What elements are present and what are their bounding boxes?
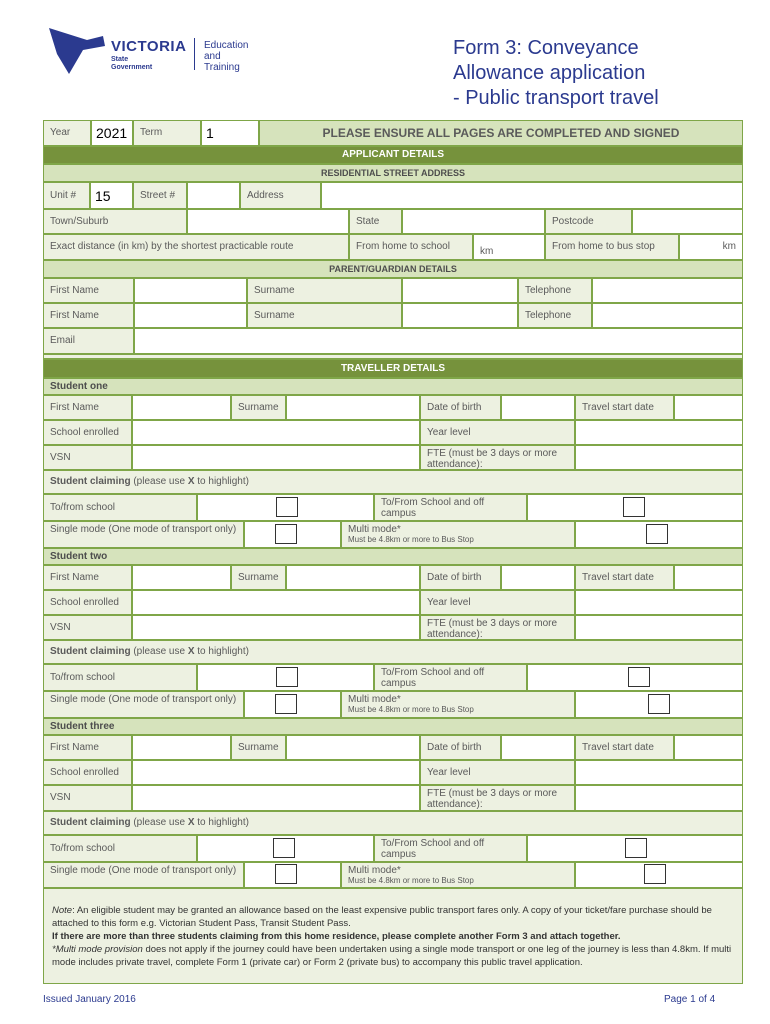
- student3-surname-label: Surname: [231, 735, 286, 760]
- student2-multi-mode-label: Multi mode* Must be 4.8km or more to Bus Stop: [341, 691, 575, 718]
- student-three-header: Student three: [43, 718, 743, 735]
- victoria-logo: [47, 26, 249, 76]
- street-number-field[interactable]: [187, 182, 240, 209]
- page-number: Page 1 of 4: [664, 994, 716, 1005]
- student3-vsn-field[interactable]: [132, 785, 420, 811]
- student1-school-field[interactable]: [132, 420, 420, 445]
- town-label: Town/Suburb: [43, 209, 187, 234]
- issued-date: Issued January 2016: [43, 994, 136, 1005]
- student2-to-from-school-label: To/from school: [43, 664, 197, 691]
- street-number-label: Street #: [133, 182, 187, 209]
- student1-single-mode-checkbox[interactable]: [275, 524, 297, 544]
- parent1-surname-label: Surname: [247, 278, 402, 303]
- year-field[interactable]: 2021: [91, 120, 133, 146]
- department-name: Education and Training: [204, 40, 249, 73]
- email-label: Email: [43, 328, 134, 354]
- student2-travel-start-field[interactable]: [674, 565, 743, 590]
- student1-travel-start-field[interactable]: [674, 395, 743, 420]
- home-to-school-label: From home to school: [349, 234, 473, 260]
- completion-notice: PLEASE ENSURE ALL PAGES ARE COMPLETED AND SIGNED: [259, 120, 743, 146]
- student1-fte-label: FTE (must be 3 days or more attendance):: [420, 445, 575, 470]
- student1-to-from-school-label: To/from school: [43, 494, 197, 521]
- logo-wordmark: VICTORIA: [111, 38, 187, 55]
- student3-claiming-instruction: Student claiming (please use X to highlight): [43, 811, 743, 835]
- student3-dob-field[interactable]: [501, 735, 575, 760]
- student2-school-label: School enrolled: [43, 590, 132, 615]
- km-unit: km: [480, 246, 494, 257]
- parent2-surname-label: Surname: [247, 303, 402, 328]
- student2-fte-label: FTE (must be 3 days or more attendance):: [420, 615, 575, 640]
- student1-off-campus-label: To/From School and off campus: [374, 494, 527, 521]
- student1-fte-field[interactable]: [575, 445, 743, 470]
- student-two-header: Student two: [43, 548, 743, 565]
- residential-address-header: RESIDENTIAL STREET ADDRESS: [43, 164, 743, 182]
- parent1-telephone-field[interactable]: [592, 278, 743, 303]
- student2-first-name-field[interactable]: [132, 565, 231, 590]
- applicant-details-header: APPLICANT DETAILS: [43, 146, 743, 164]
- address-label: Address: [240, 182, 321, 209]
- student2-to-from-school-checkbox[interactable]: [276, 667, 298, 687]
- student3-to-from-school-label: To/from school: [43, 835, 197, 862]
- student3-year-level-label: Year level: [420, 760, 575, 785]
- student2-year-level-field[interactable]: [575, 590, 743, 615]
- traveller-details-header: TRAVELLER DETAILS: [43, 359, 743, 378]
- student3-off-campus-label: To/From School and off campus: [374, 835, 527, 862]
- parent2-surname-field[interactable]: [402, 303, 518, 328]
- student1-dob-field[interactable]: [501, 395, 575, 420]
- year-label: Year: [43, 120, 91, 146]
- postcode-label: Postcode: [545, 209, 632, 234]
- home-to-bus-stop-km-field[interactable]: [679, 234, 743, 260]
- parent1-surname-field[interactable]: [402, 278, 518, 303]
- student2-first-name-label: First Name: [43, 565, 132, 590]
- student1-surname-field[interactable]: [286, 395, 420, 420]
- student2-single-mode-checkbox[interactable]: [275, 694, 297, 714]
- home-to-bus-stop-label: From home to bus stop: [545, 234, 679, 260]
- student3-first-name-field[interactable]: [132, 735, 231, 760]
- parent1-telephone-label: Telephone: [518, 278, 592, 303]
- student2-vsn-field[interactable]: [132, 615, 420, 640]
- student2-vsn-label: VSN: [43, 615, 132, 640]
- student2-off-campus-checkbox[interactable]: [628, 667, 650, 687]
- student1-school-label: School enrolled: [43, 420, 132, 445]
- student1-first-name-label: First Name: [43, 395, 132, 420]
- student2-off-campus-label: To/From School and off campus: [374, 664, 527, 691]
- postcode-field[interactable]: [632, 209, 743, 234]
- student2-travel-start-label: Travel start date: [575, 565, 674, 590]
- student3-off-campus-checkbox[interactable]: [625, 838, 647, 858]
- student2-claiming-instruction: Student claiming (please use X to highlight): [43, 640, 743, 664]
- logo-divider: [194, 38, 195, 70]
- student3-year-level-field[interactable]: [575, 760, 743, 785]
- student3-travel-start-field[interactable]: [674, 735, 743, 760]
- student2-year-level-label: Year level: [420, 590, 575, 615]
- parent2-first-name-label: First Name: [43, 303, 134, 328]
- student1-to-from-school-checkbox[interactable]: [276, 497, 298, 517]
- student3-vsn-label: VSN: [43, 785, 132, 811]
- student2-multi-mode-checkbox[interactable]: [648, 694, 670, 714]
- student2-surname-label: Surname: [231, 565, 286, 590]
- student1-off-campus-checkbox[interactable]: [623, 497, 645, 517]
- student2-surname-field[interactable]: [286, 565, 420, 590]
- student3-to-from-school-checkbox[interactable]: [273, 838, 295, 858]
- state-field[interactable]: [402, 209, 545, 234]
- student1-single-mode-label: Single mode (One mode of transport only): [43, 521, 244, 548]
- student1-dob-label: Date of birth: [420, 395, 501, 420]
- distance-label: Exact distance (in km) by the shortest practicable route: [43, 234, 349, 260]
- student3-fte-label: FTE (must be 3 days or more attendance):: [420, 785, 575, 811]
- student3-school-field[interactable]: [132, 760, 420, 785]
- form-title: Form 3: Conveyance Allowance application - Public transport travel: [453, 37, 659, 109]
- student1-first-name-field[interactable]: [132, 395, 231, 420]
- logo-subtitle: State Government: [111, 56, 153, 71]
- address-field[interactable]: [321, 182, 743, 209]
- student1-year-level-label: Year level: [420, 420, 575, 445]
- term-label: Term: [133, 120, 201, 146]
- parent2-first-name-field[interactable]: [134, 303, 247, 328]
- student3-travel-start-label: Travel start date: [575, 735, 674, 760]
- student3-school-label: School enrolled: [43, 760, 132, 785]
- student1-surname-label: Surname: [231, 395, 286, 420]
- parent2-telephone-label: Telephone: [518, 303, 592, 328]
- parent1-first-name-label: First Name: [43, 278, 134, 303]
- student3-single-mode-label: Single mode (One mode of transport only): [43, 862, 244, 888]
- term-field[interactable]: 1: [201, 120, 259, 146]
- town-field[interactable]: [187, 209, 349, 234]
- email-field[interactable]: [134, 328, 743, 354]
- student1-year-level-field[interactable]: [575, 420, 743, 445]
- student3-multi-mode-checkbox[interactable]: [644, 864, 666, 884]
- student3-dob-label: Date of birth: [420, 735, 501, 760]
- student2-dob-label: Date of birth: [420, 565, 501, 590]
- unit-field[interactable]: 15: [90, 182, 133, 209]
- student3-surname-field[interactable]: [286, 735, 420, 760]
- student1-multi-mode-checkbox[interactable]: [646, 524, 668, 544]
- note-paragraph-3: *Multi mode provision does not apply if the journey could have been undertaken using a single mode transport or one leg of the journey is less than 4.8km. If multi mode includes private travel, complete Form 1 (private car) or Form 2 (private bus) to accompany this public travel application.: [52, 944, 732, 968]
- student-one-header: Student one: [43, 378, 743, 395]
- student1-multi-mode-label: Multi mode* Must be 4.8km or more to Bus Stop: [341, 521, 575, 548]
- student1-travel-start-label: Travel start date: [575, 395, 674, 420]
- student2-fte-field[interactable]: [575, 615, 743, 640]
- unit-label: Unit #: [43, 182, 90, 209]
- km-unit: km: [722, 241, 736, 252]
- student2-dob-field[interactable]: [501, 565, 575, 590]
- parent-guardian-header: PARENT/GUARDIAN DETAILS: [43, 260, 743, 278]
- student3-multi-mode-label: Multi mode* Must be 4.8km or more to Bus Stop: [341, 862, 575, 888]
- parent2-telephone-field[interactable]: [592, 303, 743, 328]
- state-label: State: [349, 209, 402, 234]
- student3-fte-field[interactable]: [575, 785, 743, 811]
- note-box: [43, 888, 743, 984]
- student2-single-mode-label: Single mode (One mode of transport only): [43, 691, 244, 718]
- student1-vsn-field[interactable]: [132, 445, 420, 470]
- home-to-school-km-field[interactable]: [473, 234, 545, 260]
- student3-single-mode-checkbox[interactable]: [275, 864, 297, 884]
- parent1-first-name-field[interactable]: [134, 278, 247, 303]
- student3-first-name-label: First Name: [43, 735, 132, 760]
- student1-vsn-label: VSN: [43, 445, 132, 470]
- victoria-map-icon: [47, 26, 107, 76]
- note-paragraph-1: Note: An eligible student may be granted an allowance based on the least expensive public transport fares only. A copy of your ticket/fare purchase should be attached to this form e.g. Victorian Student Pass, Transit Student Pass.: [52, 905, 712, 929]
- note-paragraph-2: If there are more than three students claiming from this home residence, please complete another Form 3 and attach together.: [52, 931, 621, 942]
- student2-school-field[interactable]: [132, 590, 420, 615]
- student1-claiming-instruction: Student claiming (please use X to highlight): [43, 470, 743, 494]
